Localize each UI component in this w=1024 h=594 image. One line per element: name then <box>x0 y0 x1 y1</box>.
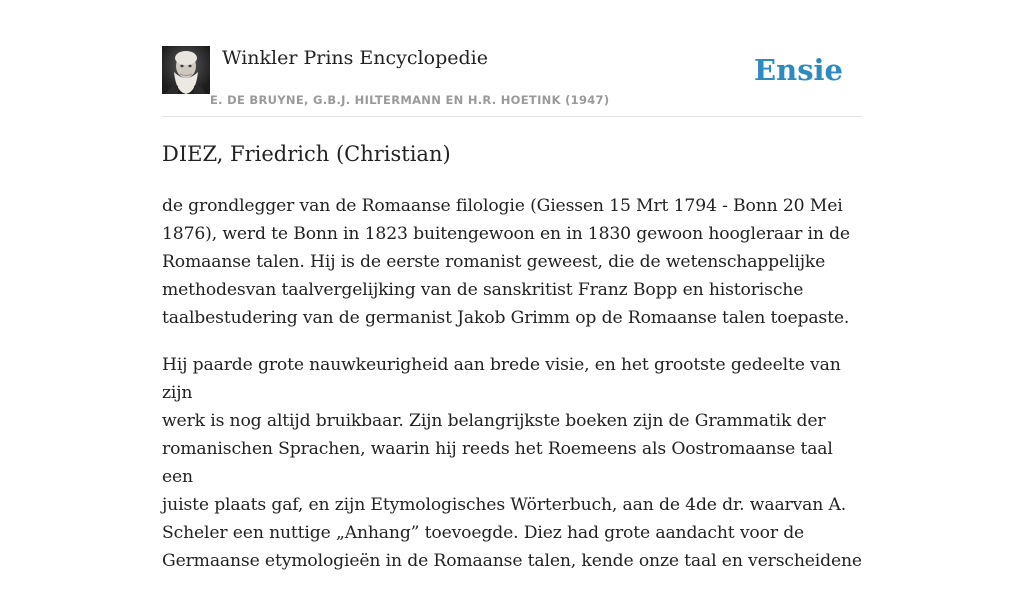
article-paragraph <box>162 192 862 332</box>
article-line: taalbestudering van de germanist Jakob Grimm op de Romaanse talen toepaste. <box>162 308 850 328</box>
site-title[interactable]: Winkler Prins Encyclopedie <box>222 47 488 69</box>
article-line: 1876), werd te Bonn in 1823 buitengewoon en in 1830 gewoon hoogleraar in de <box>162 224 850 244</box>
article-line: Germaanse etymologieën in de Romaanse talen, kende onze taal en verscheidene <box>162 551 862 571</box>
article-title: DIEZ, Friedrich (Christian) <box>162 142 451 166</box>
article-line: Scheler een nuttige „Anhang” toevoegde. Diez had grote aandacht voor de <box>162 523 805 543</box>
article-line: juiste plaats gaf, en zijn Etymologisches Wörterbuch, aan de 4de dr. waarvan A. <box>162 495 847 515</box>
article-line: werk is nog altijd bruikbaar. Zijn belangrijkste boeken zijn de Grammatik der <box>162 411 826 431</box>
article-line: methodesvan taalvergelijking van de sanskritist Franz Bopp en historische <box>162 280 804 300</box>
article-line: Hij paarde grote nauwkeurigheid aan brede visie, en het grootste gedeelte van zijn <box>162 355 841 403</box>
article-line: romanischen Sprachen, waarin hij reeds het Roemeens als Oostromaanse taal een <box>162 439 833 487</box>
site-subtitle: E. DE BRUYNE, G.B.J. HILTERMANN EN H.R. HOETINK (1947) <box>210 93 610 107</box>
author-avatar <box>162 46 210 94</box>
site-header <box>162 46 862 117</box>
article-line: de grondlegger van de Romaanse filologie (Giessen 15 Mrt 1794 - Bonn 20 Mei <box>162 196 843 216</box>
brand-logo-link[interactable]: Ensie <box>754 53 843 87</box>
article-body <box>162 192 862 594</box>
article-paragraph <box>162 351 862 575</box>
article-line: Romaanse talen. Hij is de eerste romanist geweest, die de wetenschappelijke <box>162 252 826 272</box>
bearded-man-portrait-icon <box>162 46 210 94</box>
